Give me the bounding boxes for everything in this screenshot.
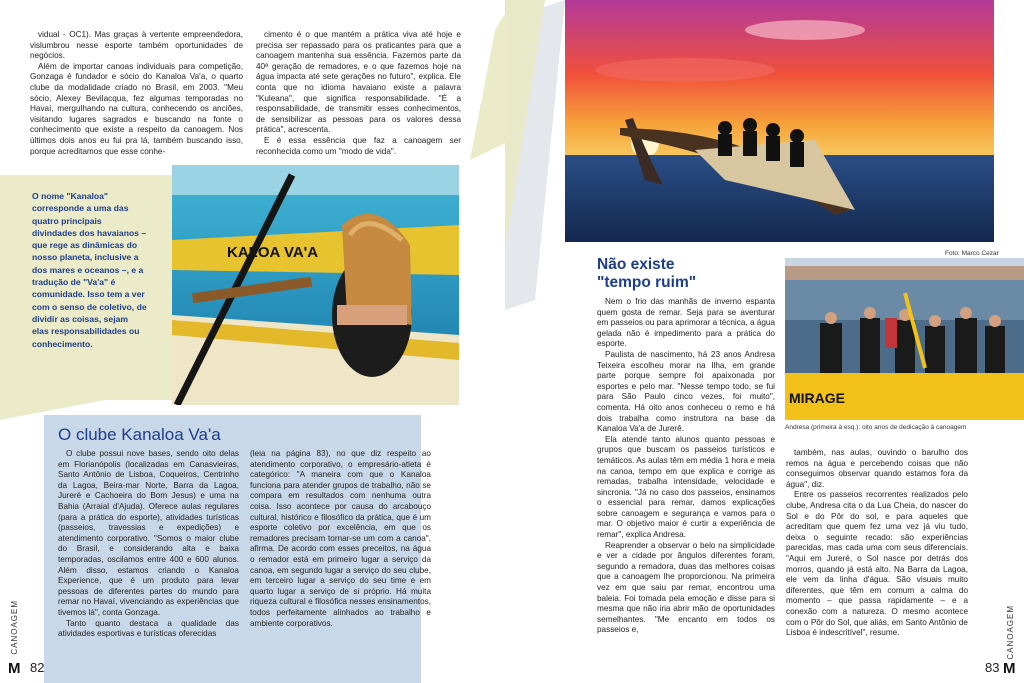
paragraph: Tanto quanto destaca a qualidade das atividades esportivas e turísticas oferecidas (58, 618, 239, 639)
box-column-1 (58, 449, 239, 640)
paragraph: Nem o frio das manhãs de inverno espanta quem gosta de remar. Seja para se aventurar em passeios ou para aprimorar a técnica, a água gelada não é impedimento para a prática do esporte. (597, 297, 775, 349)
paragraph: E é essa essência que faz a canoagem ser reconhecida como um "modo de vida". (256, 135, 461, 156)
paddling-photo (172, 165, 459, 405)
group-photo (785, 258, 1024, 420)
magazine-logo-left: M (8, 660, 21, 677)
page-number-right: 83 (985, 660, 1000, 675)
section-title-line-1: Não existe (597, 256, 675, 273)
section-tag-left: CANOAGEM (10, 600, 19, 655)
photo-credit: Foto: Marco Cezar (945, 250, 999, 257)
right-column-1 (597, 297, 775, 636)
pull-quote: O nome "Kanaloa" corresponde a uma das quatro principais divindades dos havaianos – que rege as dinâmicas do nosso planeta, inclusive a dos mares e oceanos –, e a tradução de "Va'a" é comunidade. Isso tem a ver com o senso de coletivo, de dividir as coisas, sejam elas responsabilidades ou conhecimento. (32, 191, 147, 349)
sunset-canoe-photo (565, 0, 994, 242)
canoe-lettering-mirage: MIRAGE (789, 390, 845, 406)
section-tag-right: CANOAGEM (1006, 605, 1015, 660)
section-title (597, 256, 777, 292)
paragraph: vidual - OC1). Mas graças à vertente empreendedora, vislumbrou nesse esporte também oportunidades de negócios. (30, 30, 243, 61)
box-column-2: (leia na página 83), no que diz respeito ao atendimento corporativo, o empresário-atleta é categórico: "A maneira com que o Kanaloa funciona para atender grupos de trabalho, não se compara em resultados com nenhuma outra coisa. Isso acontece por causa do arcabouço cultural, histórico e filosófico da prática, que é um esporte coletivo por excelência, em que os remadores precisam tornar-se um com a canoa", afirma. De acordo com esses preceitos, na água o remador está em primeiro lugar a serviço da canoa, em segundo lugar a serviço do seu clube, em terceiro lugar a serviço do seu time e em quarto lugar a serviço de si próprio. Há muita riqueza cultural e filosófica nesses ensinamentos, todos perfeitamente alinhados ao trabalho e ambiente corporativos. (250, 449, 431, 628)
paragraph: O clube possui nove bases, sendo oito delas em Florianópolis (localizadas em Canasvieiras, Santo Antônio de Lisboa, Coqueiros, Centrinho da Lagoa, Beira-mar Norte, Barra da Lagoa, Jureré e Cachoeira do Bom Jesus) e uma na Bahia (Arraial d'Ajuda). Oferece aulas regulares (para a prática do esporte), atividades turísticas (passeios, travessias e expedições) e atendimento corporativo. "Somos o maior clube do Brasil, e considerando alta e baixa temporadas, oscilamos entre 400 e 600 alunos. Além disso, estamos criando o Kanaloa Experience, que é um produto para levar pessoas de diferentes partes do mundo para remar no Havaí, vivenciando as experiências que tivemos lá", conta Gonzaga. (58, 449, 239, 617)
left-column-1 (30, 30, 243, 157)
paragraph: cimento é o que mantém a prática viva até hoje e precisa ser repassado para os praticantes para que a canoagem mantenha sua essência. Fazemos parte da 40ª geração de remadores, e o que fazemos hoje na água impacta até sete gerações no futuro", explica. Ele conta que no idioma havaiano existe a palavra "Kuleana", que significa responsabilidade. "É a responsabilidade, de transmitir esses conhecimentos, de sensibilizar as pessoas para os valores dessa prática", acrescenta. (256, 30, 461, 135)
photo-caption: Andresa (primeira à esq.): oito anos de dedicação à canoagem (785, 424, 967, 431)
section-title-line-2: "tempo ruim" (597, 274, 697, 291)
magazine-logo-right: M (1003, 660, 1016, 677)
paragraph: Além de importar canoas individuais para competição, Gonzaga é fundador e sócio do Kanaloa Va'a, o quarto clube da modalidade criado no Brasil, em 2003. "Meu sócio, Alexey Bevilacqua, fez algumas temporadas no Havaí, mergulhando na cultura, conhecendo os anciões, visitando lugares sagrados e buscando na fonte o conhecimento que existe a respeito da canoagem. Nos últimos dois anos eu fui pra lá, também buscando isso, porque acreditamos que esse conhe- (30, 61, 243, 156)
page-number-left: 82 (30, 660, 45, 675)
paragraph: Paulista de nascimento, há 23 anos Andresa Teixeira escolheu morar na Ilha, em grande parte porque sempre foi apaixonada por esportes e pelo mar. "Nesse tempo todo, se fui para São Paulo cinco vezes, foi muito", comenta. Há oito anos conheceu o remo e há dois trabalha como instrutora na base da Kanaloa Va'a de Jurerê. (597, 349, 775, 434)
left-column-2 (256, 30, 461, 157)
paragraph: Ela atende tanto alunos quanto pessoas e grupos que buscam os passeios turísticos e temáticos. As aulas têm em média 1 hora e meia na canoa, tempo em que explica e corrige as remadas, trabalha intensidade, velocidade e sincronia. "Já no caso dos passeios, ensinamos o essencial para remar, damos explicações sobre canoagem e segurança e vamos para o mar. O objetivo maior é curtir a experiência de remar", explica Andresa. (597, 434, 775, 540)
paragraph: Reaprender a observar o belo na simplicidade e ver a cidade por ângulos diferentes foram, segundo a remadora, duas das melhores coisas que a canoagem lhe proporcionou. Na primeira vez em que saiu par remar, encontrou uma baleia. Foi tomada pela emoção e disse para si mesma que não iria abrir mão de oportunidades semelhantes. "Me encanto em todos os passeios e, (597, 540, 775, 635)
paragraph: Entre os passeios recorrentes realizados pelo clube, Andresa cita o da Lua Cheia, do nascer do Sol e do Pôr do sol, e para aqueles que acreditam que quem fez uma vez já viu tudo, deixa o seguinte recado: são experiências parecidas, mas cada uma com seus diferenciais. "Aqui em Jureré, o Sol nasce por detrás dos morros, quando já está alto. Na Barra da Lagoa, ele vem da linha d'água. São visuais muito diferentes, que têm em comum a calma do momento – que passa rapidamente – e a conexão com a natureza. O mesmo acontece com o Pôr do Sol, que aliás, em Santo Antônio de Lisboa é indescritível", resume. (786, 490, 968, 638)
right-column-2 (786, 448, 968, 639)
paragraph: também, nas aulas, ouvindo o barulho dos remos na água e percebendo coisas que não conseguimos observar quando estamos fora da água", diz. (786, 448, 968, 489)
box-title: O clube Kanaloa Va'a (58, 425, 221, 444)
canoe-lettering: KALOA VA'A (227, 244, 319, 261)
